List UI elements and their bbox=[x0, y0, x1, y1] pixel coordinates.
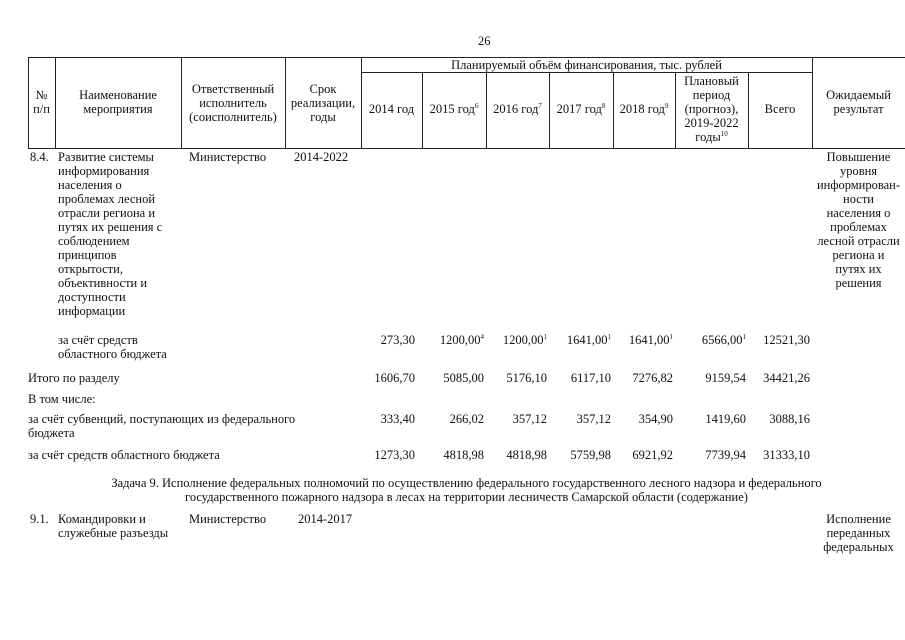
value-cell: 7276,82 bbox=[632, 371, 673, 385]
value-cell: 6117,10 bbox=[570, 371, 611, 385]
value-cell: 1273,30 bbox=[374, 448, 415, 462]
value-cell: 34421,26 bbox=[763, 371, 810, 385]
row-9-1-name: Командировки и служебные разъезды bbox=[58, 512, 169, 540]
task-9-title: Задача 9. Исполнение федеральных полномочий по осуществлению федерального государственного лесного надзора и федерального государственного пожарного надзора в лесах на территории лесничеств Самарской области (содержание) bbox=[111, 476, 822, 504]
value-cell: 31333,10 bbox=[763, 448, 810, 462]
header-financing: Планируемый объём финансирования, тыс. рублей bbox=[451, 58, 722, 72]
row-8-4-result: Повышение уровня информирован- ности населения о проблемах лесной отрасли региона и путях их решения bbox=[816, 150, 901, 290]
value-cell: 357,12 bbox=[576, 412, 611, 426]
header-2016: 2016 год$^7$ bbox=[493, 101, 542, 116]
header-bottom-line bbox=[28, 148, 905, 149]
row-9-1-responsible: Министерство bbox=[189, 512, 267, 526]
row-8-4-num: 8.4. bbox=[30, 150, 49, 164]
page-number: 26 bbox=[478, 34, 491, 48]
value-cell: 354,90 bbox=[638, 412, 673, 426]
value-cell: 1641,00$^1$ bbox=[628, 332, 673, 347]
value-cell: 5759,98 bbox=[570, 448, 611, 462]
value-cell: 1419,60 bbox=[705, 412, 746, 426]
summary-regional-label: за счёт средств областного бюджета bbox=[28, 448, 220, 462]
header-2018: 2018 год$^9$ bbox=[619, 101, 669, 116]
header-2017: 2017 год$^8$ bbox=[556, 101, 606, 116]
value-cell: 1200,00$^1$ bbox=[502, 332, 547, 347]
row-8-4-name: Развитие системы информирования населения о проблемах лесной отрасли региона и путях их решения с соблюдением принципов открытости, объективности и доступности информации bbox=[58, 150, 163, 318]
header-result: Ожидаемый результат bbox=[826, 88, 891, 116]
value-cell: 273,30 bbox=[380, 333, 415, 347]
header-responsible: Ответственный исполнитель (соисполнитель) bbox=[189, 82, 277, 124]
summary-including-label: В том числе: bbox=[28, 392, 96, 406]
value-cell: 6566,00$^1$ bbox=[701, 332, 746, 347]
financing-subline bbox=[361, 72, 812, 73]
header-2015: 2015 год$^6$ bbox=[429, 101, 479, 116]
value-cell: 4818,98 bbox=[443, 448, 484, 462]
header-plan: Плановый период (прогноз), 2019-2022 годы$^{10}$ bbox=[684, 74, 739, 144]
value-cell: 1200,00$^4$ bbox=[439, 332, 484, 347]
row-9-1-result: Исполнение переданных федеральных bbox=[823, 512, 894, 554]
row-9-1-num: 9.1. bbox=[30, 512, 49, 526]
header-term: Срок реализации, годы bbox=[290, 82, 356, 124]
value-cell: 1641,00$^1$ bbox=[566, 332, 611, 347]
row-9-1-term: 2014-2017 bbox=[298, 512, 353, 526]
value-cell: 7739,94 bbox=[705, 448, 746, 462]
value-cell: 6921,92 bbox=[632, 448, 673, 462]
value-cell: 1606,70 bbox=[374, 371, 415, 385]
summary-federal-label: за счёт субвенций, поступающих из федерального бюджета bbox=[28, 412, 296, 440]
row-8-4-term: 2014-2022 bbox=[294, 150, 349, 164]
value-cell: 3088,16 bbox=[769, 412, 810, 426]
header-num: № п/п bbox=[33, 88, 50, 116]
value-cell: 357,12 bbox=[512, 412, 547, 426]
value-cell: 333,40 bbox=[380, 412, 415, 426]
row-8-4-budget-label: за счёт средств областного бюджета bbox=[58, 333, 167, 361]
value-cell: 5176,10 bbox=[506, 371, 547, 385]
header-name: Наименование мероприятия bbox=[79, 88, 157, 116]
row-8-4-responsible: Министерство bbox=[189, 150, 267, 164]
summary-total-label: Итого по разделу bbox=[28, 371, 120, 385]
value-cell: 12521,30 bbox=[763, 333, 810, 347]
value-cell: 5085,00 bbox=[443, 371, 484, 385]
value-cell: 4818,98 bbox=[506, 448, 547, 462]
value-cell: 266,02 bbox=[449, 412, 484, 426]
header-total: Всего bbox=[764, 102, 796, 116]
value-cell: 9159,54 bbox=[705, 371, 746, 385]
header-2014: 2014 год bbox=[368, 102, 415, 116]
